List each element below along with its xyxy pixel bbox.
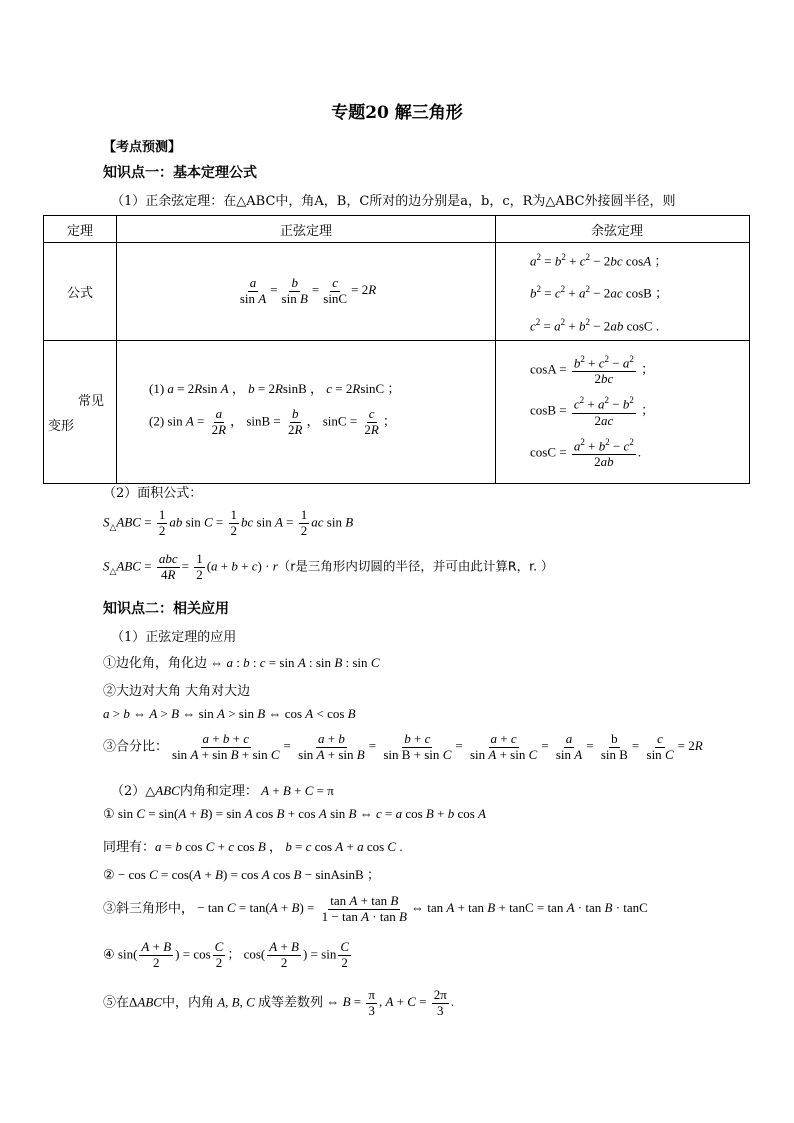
k2-oblique: ③斜三角形中， − tan C = tan(A + B) = $\frac{\text{tan A + tan B}}{\text{1 − tan A · tan B}}$ ⇔ tan A + tan B + tanC = tan A · tan B · tanC [103, 893, 648, 924]
k2-l1: ①边化角，角化边 ⇔ a : b : c = sin A : sin B : sin C [103, 655, 380, 671]
k2-s2: （2）△ABC内角和定理： A + B + C = π [111, 783, 334, 799]
page-title: 专题20 解三角形 [331, 103, 463, 123]
area-formula-1: $S_\triangle ABC$ = $\frac{1}{2}$ ab sin C = $\frac{1}{2}$ bc sin A = $\frac{1}{2}$ ac sin B [103, 507, 354, 538]
k2-l2: ②大边对大角 大角对大边 [103, 684, 251, 699]
k2-s1: （1）正弦定理的应用 [111, 630, 237, 645]
k2-l3: ③合分比： $\frac{a + b + c}{\text{sin A + sin B + sin C}}$ = $\frac{a + b}{\text{sin A + sin B}}$ = $\frac{b + c}{\text{sin B + sin C}}$ = $\frac{a + c}{\text{sin A + sin C}}$ = $\frac{a}{\text{sin A}}$ = $\frac{b}{\text{sin B}}$ = $\frac{c}{\text{sin C}}$ = 2R [103, 731, 703, 762]
cosine-law-formulas: $a^2 = b^2 + c^2 - 2bc$ cosA ； $b^2 = c^2 + a^2 - 2ac$ cosB ； $c^2 = a^2 + b^2 - 2ab$ cosC . [496, 243, 750, 341]
area-label: （2）面积公式： [103, 486, 203, 501]
section-prediction: 【考点预测】 [103, 140, 182, 155]
sine-law-formula: $\frac{a}{\text{sin A}}$ = $\frac{b}{\text{sin B}}$ = $\frac{c}{\sin C}$ = 2R [117, 243, 496, 341]
k2-order: a > b ⇔ A > B ⇔ sin A > sin B ⇔ cos A < cos B [103, 706, 356, 721]
th-sine: 正弦定理 [117, 216, 496, 243]
th-theorem: 定理 [44, 216, 117, 243]
k2-arith: ⑤在ΔABC中，内角 A, B, C 成等差数列 ⇔ B = $\frac{\pi}{3}$ , A + C = $\frac{2\pi}{3}$ . [103, 987, 455, 1018]
k2-same: 同理有：a = b cos C + c cos B ， b = c cos A + a cos C . [103, 839, 403, 855]
row-label-variants: 常见 变形 [44, 340, 117, 483]
sine-law-variants: (1) a = 2Rsin A ， b = 2RsinB ， c = 2RsinC ； (2) sin A = $\frac{a}{2R}$ ， sinB = $\frac{b}{2R}$ ， sinC = $\frac{c}{2R}$ ； [117, 340, 496, 483]
row-label-formula: 公式 [44, 243, 117, 341]
k2-c2: ② − cos C = cos(A + B) = cos A cos B − sinAsinB ； [103, 867, 380, 882]
theorem-table [43, 215, 750, 484]
th-cosine: 余弦定理 [496, 216, 750, 243]
k1-heading: 知识点一：基本定理公式 [103, 165, 257, 181]
k2-heading: 知识点二：相关应用 [103, 601, 229, 617]
area-formula-2: $S_\triangle ABC$ = $\frac{\text{abc}}{4R}$ = $\frac{1}{2}$ (a + b + c) · r（r是三角形内切圆的半径，并可由此计算R，r. ） [103, 551, 554, 582]
k2-c1: ① sin C = sin(A + B) = sin A cos B + cos A sin B ⇔ c = a cos B + b cos A [103, 806, 486, 821]
cosine-law-variants: cosA = $\frac{b^2 + c^2 - a^2}{2bc}$ ； cosB = $\frac{c^2 + a^2 - b^2}{2ac}$ ； cosC = $\frac{a^2 + b^2 - c^2}{2ab}$ . [496, 340, 750, 483]
k2-c4: ④ sin( $\frac{A + B}{2}$ ) = cos $\frac{C}{2}$ ； cos( $\frac{A + B}{2}$ ) = sin $\frac{C}{2}$ [103, 939, 350, 970]
k1-intro: （1）正余弦定理：在△ABC中，角A，B，C所对的边分别是a，b，c，R为△ABC外接圆半径，则 [111, 194, 676, 209]
